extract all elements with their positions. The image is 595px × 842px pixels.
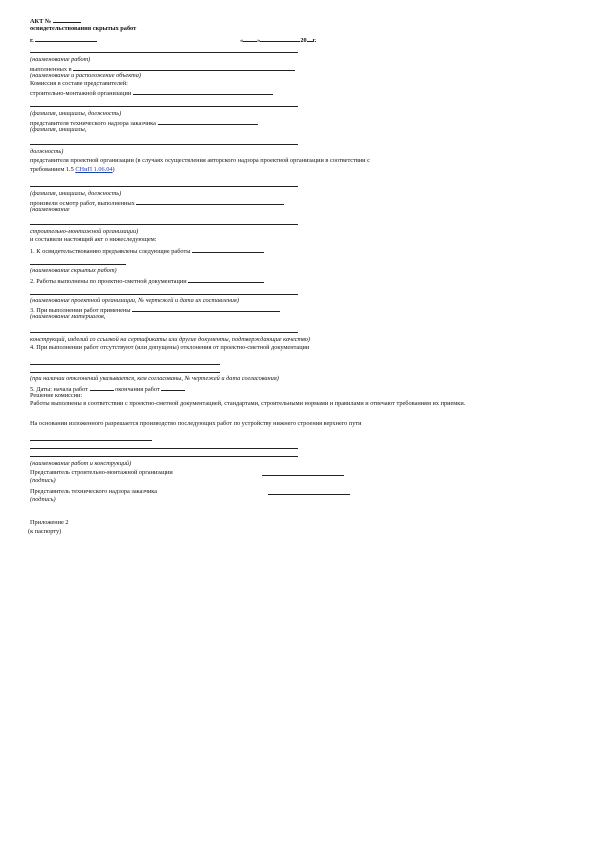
design-org-requirement [30, 166, 115, 174]
contractor-rep-blank[interactable] [30, 106, 298, 107]
performed-at-label: выполненных в [30, 66, 72, 73]
inspected-works-label: произвели осмотр работ, выполненных [30, 200, 135, 207]
item-5-end-label: окончания работ [115, 386, 160, 393]
tech-supervisor-blank[interactable] [158, 118, 258, 125]
design-rep-blank[interactable] [30, 186, 298, 187]
item-3-blank[interactable] [132, 305, 280, 312]
works-caption: (наименование работ и конструкций) [30, 460, 132, 467]
item-2-label: 2. Работы выполнены по проектно-сметной документации [30, 278, 187, 285]
start-date-blank[interactable] [90, 384, 114, 391]
contractor-org-line [30, 88, 273, 98]
date-open-quote: « [240, 37, 244, 44]
design-docs-caption: (наименование проектной организации, № чертежей и дата их составления) [30, 297, 239, 304]
position-caption-2: должность) [30, 148, 64, 155]
item-1-blank[interactable] [192, 246, 264, 253]
fio-caption-2: (фамилия, инициалы, [30, 126, 87, 133]
hidden-works-blank[interactable] [30, 264, 126, 265]
act-title: освидетельствования скрытых работ [30, 25, 137, 32]
next-works-blank-2[interactable] [30, 448, 298, 449]
contractor-rep-label: Представитель строительно-монтажной организации [30, 469, 173, 476]
materials-caption: (наименование материалов, [30, 313, 106, 320]
next-works-blank-3[interactable] [30, 456, 298, 457]
materials-blank[interactable] [30, 332, 298, 333]
supervisor-signature-line [30, 488, 360, 496]
supervisor-position-blank[interactable] [30, 144, 298, 145]
contractor-signature-line [30, 469, 330, 477]
naming-caption: (наименование [30, 206, 70, 213]
appendix-label: Приложение 2 [30, 519, 69, 526]
day-blank[interactable] [243, 35, 257, 42]
item-1-label: 1. К освидетельствованию предъявлены следующие работы [30, 248, 191, 255]
object-blank[interactable] [73, 64, 295, 71]
item-2 [30, 276, 264, 286]
object-caption: (наименование и расположение объекта) [30, 72, 141, 79]
supervisor-signature-blank[interactable] [268, 488, 350, 495]
act-number-label: АКТ № [30, 18, 52, 25]
item-4: 4. При выполнении работ отсутствуют (или допущены) отклонения от проектно-сметной документации [30, 344, 310, 351]
compiled-line: и составили настоящий акт о нижеследующем: [30, 236, 157, 243]
snip-link[interactable]: СНиП 1.06.04 [75, 166, 113, 173]
contractor-org-label: строительно-монтажной организации [30, 90, 132, 97]
design-org-line: представителя проектной организации (в случаях осуществления авторского надзора проектной организации в соответствии с [30, 157, 370, 164]
requirement-prefix: требованием 1.5 [30, 166, 74, 173]
permit-line: На основании изложенного разрешается производство последующих работ по устройству нижнего строения верхнего пути [30, 420, 362, 427]
fio-position-caption-3: (фамилия, инициалы, должность) [30, 190, 122, 197]
decision-title: Решение комиссии: [30, 392, 83, 399]
to-passport-label: (к паспорту) [28, 528, 62, 535]
signature-caption-2: (подпись) [30, 496, 56, 503]
date-year: 20 [300, 37, 307, 44]
commission-heading: Комиссия в составе представителей: [30, 80, 128, 87]
month-blank[interactable] [260, 35, 300, 42]
date-suffix: г. [312, 37, 317, 44]
item-2-blank[interactable] [188, 276, 264, 283]
end-date-blank[interactable] [161, 384, 185, 391]
item-1 [30, 246, 264, 256]
tech-supervisor-label: представителя технического надзора заказчика [30, 120, 156, 127]
constructions-caption: конструкций, изделий со ссылкой на сертификаты или другие документы, подтверждающие качество) [30, 336, 310, 343]
contractor-org-blank[interactable] [133, 88, 273, 95]
city-blank[interactable] [35, 35, 97, 42]
city-date-line [30, 35, 340, 45]
work-name-caption: (наименование работ) [30, 56, 91, 63]
deviation-blank-2[interactable] [30, 372, 220, 373]
requirement-suffix: ) [112, 166, 115, 173]
date-block [240, 35, 316, 45]
item-5-start-label: 5. Даты: начала работ [30, 386, 88, 393]
deviation-caption: (при наличии отклонений указывается, кем согласованы, № чертежей и дата согласования) [30, 375, 279, 382]
item-3-label: 3. При выполнении работ применены [30, 307, 131, 314]
decision-text: Работы выполнены в соответствии с проектно-сметной документацией, стандартами, строительными нормами и правилами и отвечают требованиям их приемки. [30, 400, 466, 407]
next-works-blank-1[interactable] [30, 440, 152, 441]
supervisor-rep-label: Представитель технического надзора заказчика [30, 488, 158, 495]
design-docs-blank[interactable] [30, 294, 298, 295]
org-name-blank[interactable] [30, 224, 298, 225]
work-name-blank[interactable] [30, 52, 298, 53]
signature-caption-1: (подпись) [30, 477, 56, 484]
deviation-blank-1[interactable] [30, 364, 220, 365]
hidden-works-caption: (наименование скрытых работ) [30, 267, 117, 274]
city-prefix: г. [30, 37, 34, 44]
act-number-blank[interactable] [53, 16, 81, 23]
inspected-works-blank[interactable] [136, 198, 284, 205]
fio-position-caption-1: (фамилия, инициалы, должность) [30, 110, 122, 117]
date-close-quote: » [257, 37, 261, 44]
org-caption: строительно-монтажной организации) [30, 228, 139, 235]
contractor-signature-blank[interactable] [262, 469, 344, 476]
